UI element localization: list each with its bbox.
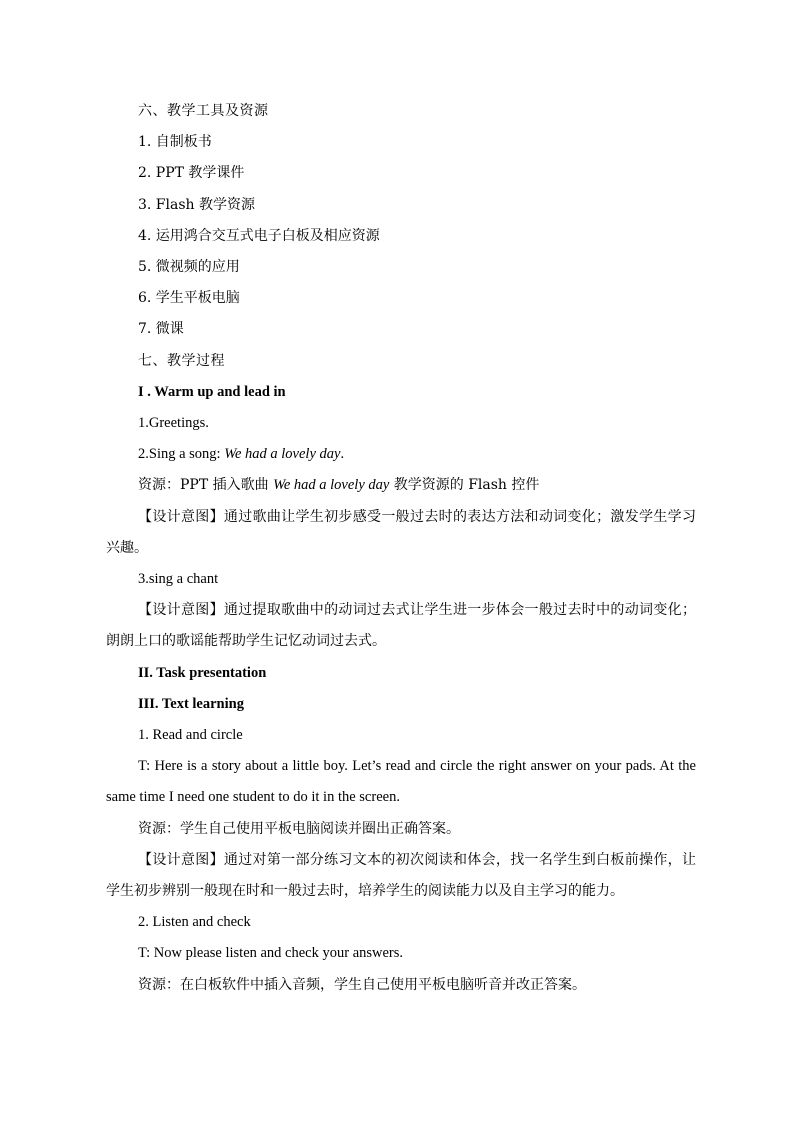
tool-item: 4. 运用鸿合交互式电子白板及相应资源 xyxy=(138,227,380,244)
design-intent-read: 【设计意图】通过对第一部分练习文本的初次阅读和体会，找一名学生到白板前操作，让学生初步辨别一般现在时和一般过去时，培养学生的阅读能力以及自主学习的能力。 xyxy=(106,851,696,900)
part-heading-task-presentation: II. Task presentation xyxy=(138,664,267,681)
tool-item: 2. PPT 教学课件 xyxy=(138,165,245,182)
resource-note-song xyxy=(106,470,696,501)
step-sing-song xyxy=(106,439,696,470)
part-heading-warm-up: I . Warm up and lead in xyxy=(138,383,286,400)
tool-item: 1. 自制板书 xyxy=(138,134,212,151)
section-heading-teaching-tools: 六、教学工具及资源 xyxy=(138,103,269,119)
step-chant: 3.sing a chant xyxy=(138,571,219,588)
resource-note-read: 资源：学生自己使用平板电脑阅读并圈出正确答案。 xyxy=(138,820,460,837)
teacher-instruction-read: T: Here is a story about a little boy. Let’s read and circle the right answer on your pads. At the same time I need one student to do it in the screen. xyxy=(106,758,696,806)
resource-note-listen: 资源：在白板软件中插入音频，学生自己使用平板电脑听音并改正答案。 xyxy=(138,976,586,993)
sing-suffix: . xyxy=(340,446,345,463)
step-read-and-circle: 1. Read and circle xyxy=(138,727,243,744)
design-intent-chant: 【设计意图】通过提取歌曲中的动词过去式让学生进一步体会一般过去时中的动词变化；朗朗上口的歌谣能帮助学生记忆动词过去式。 xyxy=(106,602,696,650)
teacher-instruction-listen: T: Now please listen and check your answers. xyxy=(138,945,404,962)
resource-song-title: We had a lovely day xyxy=(273,477,390,494)
song-title: We had a lovely day xyxy=(224,446,341,463)
section-heading-teaching-process: 七、教学过程 xyxy=(138,352,225,369)
design-intent-song: 【设计意图】通过歌曲让学生初步感受一般过去时的表达方法和动词变化；激发学生学习兴趣。 xyxy=(106,508,696,556)
resource-suffix: 教学资源的 Flash 控件 xyxy=(389,477,540,494)
tool-item: 6. 学生平板电脑 xyxy=(138,290,240,307)
resource-prefix: 资源：PPT 插入歌曲 xyxy=(138,477,274,494)
part-heading-text-learning: III. Text learning xyxy=(138,695,244,712)
tool-item: 7. 微课 xyxy=(138,321,184,338)
document-page xyxy=(106,96,696,1001)
tool-item: 3. Flash 教学资源 xyxy=(138,196,255,213)
tool-item: 5. 微视频的应用 xyxy=(138,259,240,276)
step-greetings: 1.Greetings. xyxy=(138,415,209,432)
step-listen-and-check: 2. Listen and check xyxy=(138,914,251,931)
sing-prefix: 2.Sing a song: xyxy=(138,446,225,463)
